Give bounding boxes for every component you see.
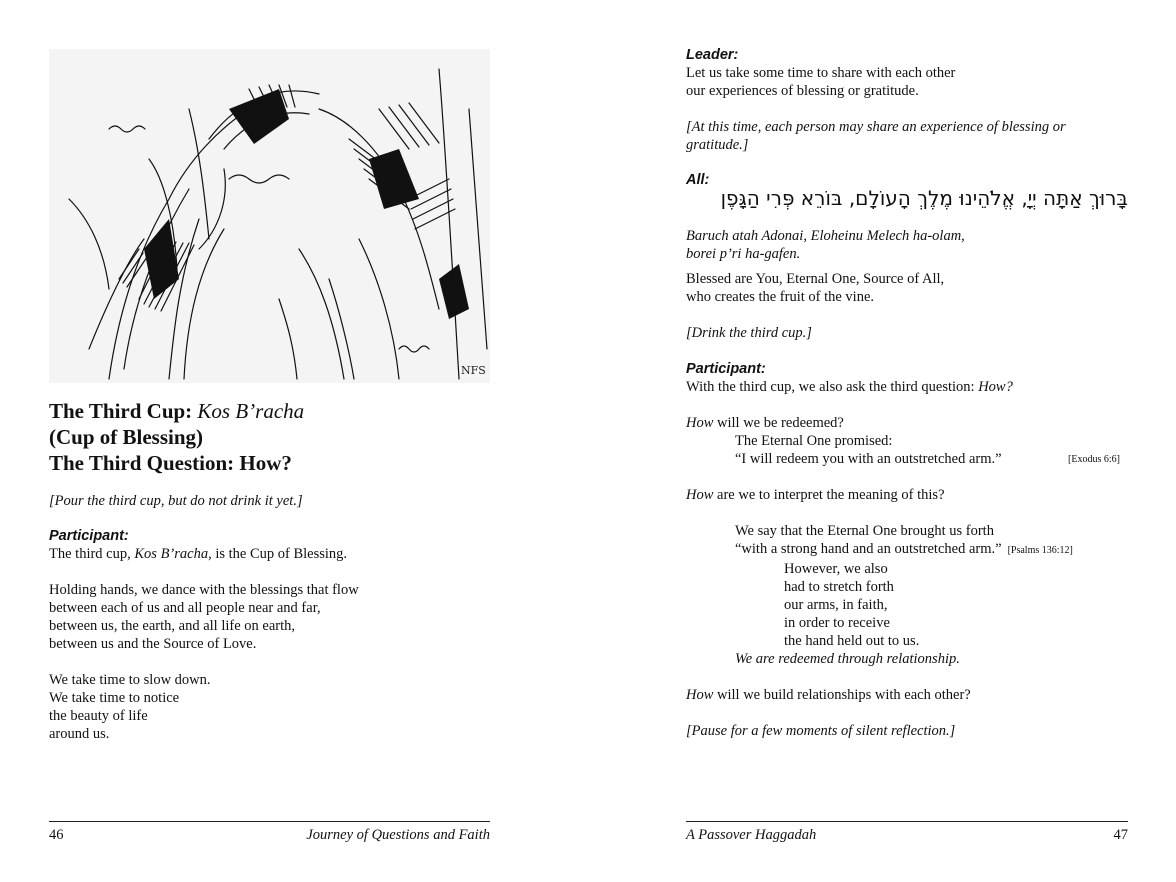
question-redeemed: How will we be redeemed? [686,415,844,431]
stanza2-line: We take time to slow down. [49,672,211,688]
drink-instruction: [Drink the third cup.] [686,325,812,341]
stanza1-line: between us and the Source of Love. [49,636,257,652]
left-page-number: 46 [49,827,64,843]
stanza2-line: We take time to notice [49,690,180,706]
relationship-line: We are redeemed through relationship. [735,651,960,667]
psalm-quote: “with a strong hand and an outstretched arm.” [Psalms 136:12] [735,541,1073,557]
stanza1-line: Holding hands, we dance with the blessings that flow [49,582,359,598]
blessing-section [686,227,965,263]
leader-line: our experiences of blessing or gratitude. [686,83,919,99]
stanza2-line: the beauty of life [49,708,148,724]
right-page-number: 47 [1113,827,1128,843]
left-footer-rule [49,821,490,822]
section-title [49,398,304,476]
sketch-illustration [49,49,490,383]
stanza2-line: around us. [49,726,110,742]
question-interpret: How are we to interpret the meaning of this? [686,487,945,503]
promise-intro: The Eternal One promised: [735,433,893,449]
translation-line: Blessed are You, Eternal One, Source of All, [686,271,945,287]
question-intro: With the third cup, we also ask the third question: How? [686,379,1013,395]
stanza1-line: between us, the earth, and all life on earth, [49,618,295,634]
question-relationships: How will we build relationships with each other? [686,687,971,703]
artist-signature: NFS [461,364,486,377]
participant-label: Participant: [686,361,766,377]
cup-of-blessing-line: The third cup, Kos B’racha, is the Cup of Blessing. [49,546,348,562]
title-line-2: (Cup of Blessing) [49,425,204,449]
however-line: However, we also [784,561,888,577]
hebrew-blessing: בָּרוּךְ אַתָּה יְיָ, אֱלֹהֵינוּ מֶלֶךְ הָעוֹלָם, בּוֹרֵא פְּרִי הַגָּפֶן [720,186,1128,210]
leader-label: Leader: [686,47,739,63]
stanza1-line: between each of us and all people near and far, [49,600,321,616]
say-line: We say that the Eternal One brought us forth [735,523,994,539]
however-line: had to stretch forth [784,579,894,595]
all-label: All: [686,172,710,188]
participant-label: Participant: [49,528,129,544]
translation-section [686,270,1120,740]
transliteration-line: borei p’ri ha-gafen. [686,246,801,262]
however-line: the hand held out to us. [784,633,920,649]
pause-instruction: [Pause for a few moments of silent reflection.] [686,723,956,739]
left-running-title: Journey of Questions and Faith [306,827,490,843]
promise-quote: “I will redeem you with an outstretched arm.” [Exodus 6:6] [735,451,1120,467]
pour-instruction: [Pour the third cup, but do not drink it yet.] [49,493,303,509]
share-instruction: gratitude.] [686,137,749,153]
title-line-1: The Third Cup: Kos B’racha [49,399,305,423]
translation-line: who creates the fruit of the vine. [686,289,875,305]
however-line: in order to receive [784,615,890,631]
right-footer-rule [686,821,1128,822]
psalms-reference: [Psalms 136:12] [1007,545,1073,556]
sketch-drawing [49,49,490,383]
right-running-title: A Passover Haggadah [686,827,817,843]
left-participant-section [49,527,359,743]
title-line-3: The Third Question: How? [49,451,292,475]
however-line: our arms, in faith, [784,597,888,613]
transliteration-line: Baruch atah Adonai, Eloheinu Melech ha-olam, [686,228,965,244]
exodus-reference: [Exodus 6:6] [1068,454,1120,465]
leader-line: Let us take some time to share with each other [686,65,956,81]
share-instruction: [At this time, each person may share an experience of blessing or [686,119,1066,135]
leader-section [686,46,1066,154]
